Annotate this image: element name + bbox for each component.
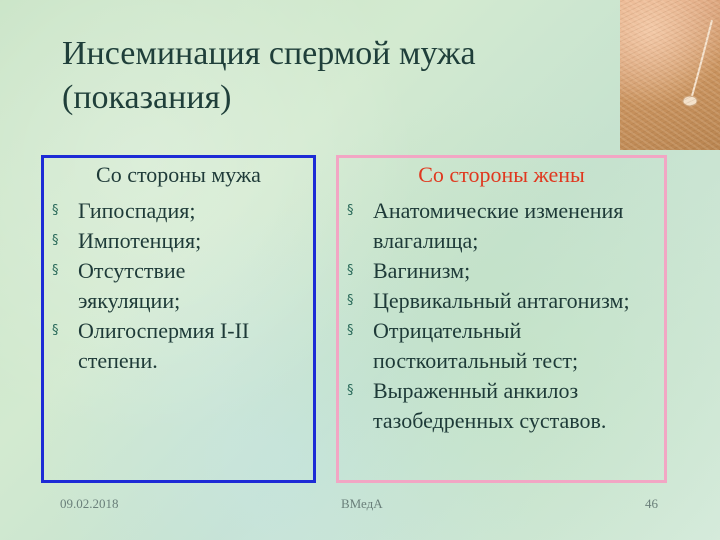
list-item xyxy=(343,316,663,376)
husband-indications-list xyxy=(48,196,308,376)
bullet-icon: § xyxy=(347,323,354,338)
husband-column-heading: Со стороны мужа xyxy=(96,162,261,187)
list-item-text: Импотенция; xyxy=(78,228,202,253)
bullet-icon: § xyxy=(347,383,354,398)
bullet-icon: § xyxy=(52,203,59,218)
slide-title xyxy=(62,32,602,120)
bullet-icon: § xyxy=(347,263,354,278)
list-item-text: Вагинизм; xyxy=(373,258,471,283)
list-item-text: Олигоспермия I-II степени. xyxy=(78,318,250,373)
footer-page-number: 46 xyxy=(645,496,658,511)
list-item xyxy=(48,196,308,226)
footer-date: 09.02.2018 xyxy=(60,496,119,511)
list-item xyxy=(48,226,308,256)
list-item xyxy=(343,286,663,316)
wife-indications-list xyxy=(343,196,663,436)
slide-title-line-2: (показания) xyxy=(62,79,232,116)
decorative-texture xyxy=(620,0,720,150)
bullet-icon: § xyxy=(52,323,59,338)
list-item xyxy=(48,256,258,316)
list-item xyxy=(343,376,663,436)
bullet-icon: § xyxy=(347,203,354,218)
bullet-icon: § xyxy=(52,233,59,248)
list-item xyxy=(343,196,663,256)
list-item xyxy=(48,316,308,376)
list-item-text: Выраженный анкилоз тазобедренных суставов. xyxy=(373,378,607,433)
bullet-icon: § xyxy=(52,263,59,278)
list-item-text: Отсутствие эякуляции; xyxy=(78,258,186,313)
list-item-text: Цервикальный антагонизм; xyxy=(373,288,630,313)
list-item xyxy=(343,256,663,286)
bullet-icon: § xyxy=(347,293,354,308)
list-item-text: Анатомические изменения влагалища; xyxy=(373,198,624,253)
footer-organization: ВМедА xyxy=(341,496,383,511)
decorative-photo xyxy=(620,0,720,150)
slide-title-line-1: Инсеминация спермой мужа xyxy=(62,35,476,72)
list-item-text: Гипоспадия; xyxy=(78,198,196,223)
wife-column-heading: Со стороны жены xyxy=(418,162,585,187)
list-item-text: Отрицательный посткоитальный тест; xyxy=(373,318,579,373)
